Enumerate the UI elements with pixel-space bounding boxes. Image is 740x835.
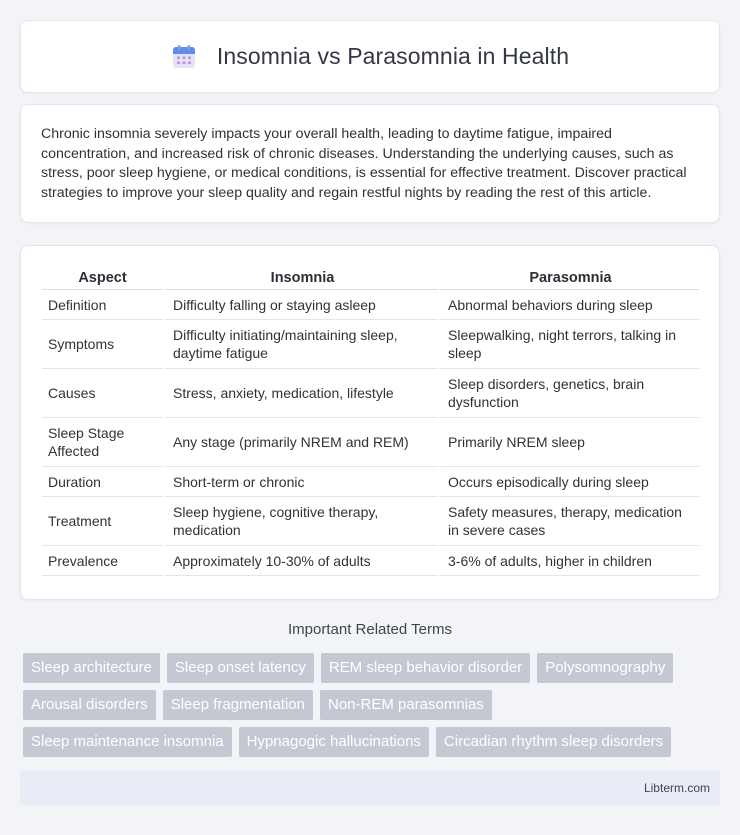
table-row [42,290,699,320]
related-terms-title: Important Related Terms [288,621,452,638]
cell-insomnia: Difficulty falling or staying asleep [163,290,438,320]
cell-parasomnia: Primarily NREM sleep [438,418,699,467]
related-terms-list [23,653,723,764]
cell-insomnia: Approximately 10-30% of adults [163,546,438,576]
cell-insomnia: Difficulty initiating/maintaining sleep, daytime fatigue [163,320,438,369]
cell-parasomnia: Sleep disorders, genetics, brain dysfunction [438,369,699,418]
tag-non-rem-parasomnias[interactable]: Non-REM parasomnias [320,690,492,720]
cell-parasomnia: Abnormal behaviors during sleep [438,290,699,320]
cell-aspect: Duration [42,467,163,497]
table-row [42,546,699,576]
cell-aspect: Sleep Stage Affected [42,418,163,467]
table-row [42,369,699,418]
tag-circadian-rhythm-sleep-disorders[interactable]: Circadian rhythm sleep disorders [436,727,671,757]
calendar-icon [171,44,197,70]
cell-parasomnia: Occurs episodically during sleep [438,467,699,497]
table-row [42,497,699,546]
table-row [42,320,699,369]
cell-parasomnia: 3-6% of adults, higher in children [438,546,699,576]
tag-sleep-maintenance-insomnia[interactable]: Sleep maintenance insomnia [23,727,232,757]
tag-row [23,690,723,720]
footer-brand[interactable]: Libterm.com [643,780,710,795]
cell-aspect: Causes [42,369,163,418]
tag-polysomnography[interactable]: Polysomnography [537,653,673,683]
comparison-table [42,268,699,576]
page-title: Insomnia vs Parasomnia in Health [216,43,570,69]
cell-parasomnia: Sleepwalking, night terrors, talking in sleep [438,320,699,369]
header-card [20,20,720,93]
table-row [42,467,699,497]
cell-insomnia: Sleep hygiene, cognitive therapy, medication [163,497,438,546]
intro-text: Chronic insomnia severely impacts your overall health, leading to daytime fatigue, impaired concentration, and increased risk of chronic diseases. Understanding the underlying causes, such as stress, poor sleep hygiene, or medical conditions, is essential for effective treatment. Discover practical strategies to improve your sleep quality and regain restful nights by reading the rest of this article. [41,126,687,201]
column-header-aspect: Aspect [42,268,163,290]
column-header-insomnia: Insomnia [163,268,438,290]
cell-insomnia: Short-term or chronic [163,467,438,497]
cell-aspect: Prevalence [42,546,163,576]
cell-parasomnia: Safety measures, therapy, medication in severe cases [438,497,699,546]
column-header-parasomnia: Parasomnia [438,268,699,290]
cell-insomnia: Any stage (primarily NREM and REM) [163,418,438,467]
intro-card [20,104,720,223]
tag-sleep-architecture[interactable]: Sleep architecture [23,653,160,683]
tag-row [23,727,723,757]
cell-aspect: Treatment [42,497,163,546]
cell-insomnia: Stress, anxiety, medication, lifestyle [163,369,438,418]
tag-sleep-onset-latency[interactable]: Sleep onset latency [167,653,314,683]
comparison-table-card [20,245,720,600]
table-row [42,418,699,467]
tag-arousal-disorders[interactable]: Arousal disorders [23,690,156,720]
tag-hypnagogic-hallucinations[interactable]: Hypnagogic hallucinations [239,727,429,757]
cell-aspect: Definition [42,290,163,320]
tag-row [23,653,723,683]
cell-aspect: Symptoms [42,320,163,369]
table-header-row [42,268,699,290]
tag-rem-sleep-behavior-disorder[interactable]: REM sleep behavior disorder [321,653,530,683]
footer [20,770,720,805]
tag-sleep-fragmentation[interactable]: Sleep fragmentation [163,690,313,720]
